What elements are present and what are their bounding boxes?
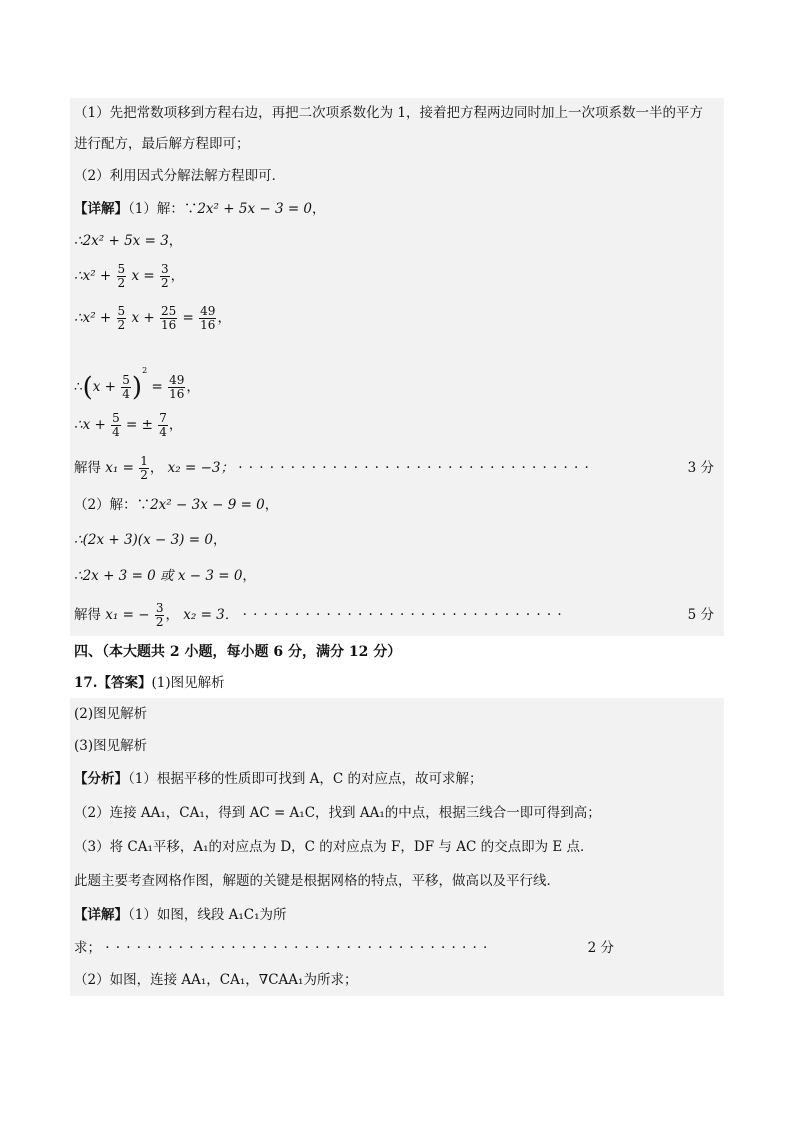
dot-leader: ····································· bbox=[105, 940, 494, 956]
score-label: 3 分 bbox=[687, 460, 714, 476]
analysis-line-1: （1）先把常数项移到方程右边，再把二次项系数化为 1，接着把方程两边同时加上一次项系数一半的平方 bbox=[70, 98, 724, 128]
solution-line: 解得 x₁ = − $\frac{3}{2}$ ， x₂ = 3． ······························· 5 分 bbox=[70, 594, 724, 636]
fraction: $\frac{7}{4}$ bbox=[159, 411, 167, 439]
detail-head-line: 【详解】（1）解：∵2x² + 5x − 3 = 0， bbox=[70, 192, 724, 226]
analysis-line: （2）连接 AA₁，CA₁，得到 AC = A₁C，找到 AA₁的中点，根据三线合一即可得到高； bbox=[70, 796, 724, 830]
equation-line: ∴x² + $\frac{5}{2}$ x + $\frac{25}{16}$ = $\frac{49}{16}$ ， bbox=[70, 296, 724, 340]
equation-line: ∴x + $\frac{5}{4}$ = ± $\frac{7}{4}$ ， bbox=[70, 402, 724, 448]
equation-line: ∴(x + $\frac{5}{4}$ )$^2$ = $\frac{49}{16}$ ， bbox=[70, 340, 724, 402]
equation-line: ∴2x² + 5x = 3， bbox=[70, 226, 724, 256]
fraction: $\frac{5}{2}$ bbox=[117, 304, 126, 332]
fraction: $\frac{5}{4}$ bbox=[122, 373, 130, 401]
fraction: $\frac{49}{16}$ bbox=[200, 304, 216, 332]
equation-line: ∴2x + 3 = 0 或 x − 3 = 0， bbox=[70, 558, 724, 594]
analysis-line: （3）将 CA₁平移，A₁的对应点为 D，C 的对应点为 F，DF 与 AC 的交点即为 E 点． bbox=[70, 830, 724, 864]
detail-line: 求； ····································· 2 分 bbox=[70, 932, 724, 964]
equation: 2x² + 5x − 3 = 0 bbox=[197, 201, 313, 217]
detail-line: （2）如图，连接 AA₁，CA₁，∇CAA₁为所求； bbox=[70, 964, 724, 996]
score-label: 5 分 bbox=[687, 607, 714, 623]
analysis-line: 【分析】（1）根据平移的性质即可找到 A，C 的对应点，故可求解； bbox=[70, 762, 724, 796]
fraction: $\frac{25}{16}$ bbox=[160, 304, 177, 332]
dot-leader: ·································· bbox=[238, 460, 595, 476]
answer-line: (2)图见解析 bbox=[70, 698, 724, 730]
equation-line: ∴x² + $\frac{5}{2}$ x = $\frac{3}{2}$ ， bbox=[70, 256, 724, 296]
fraction: $\frac{5}{2}$ bbox=[117, 262, 126, 290]
detail-line: 【详解】（1）如图，线段 A₁C₁为所 bbox=[70, 898, 724, 932]
equation-line: ∴(2x + 3)(x − 3) = 0， bbox=[70, 522, 724, 558]
score-label: 2 分 bbox=[587, 940, 614, 956]
fraction: $\frac{49}{16}$ bbox=[169, 373, 185, 401]
analysis-line: 此题主要考查网格作图，解题的关键是根据网格的特点，平移，做高以及平行线． bbox=[70, 864, 724, 898]
analysis-line-2: 进行配方，最后解方程即可； bbox=[70, 128, 724, 160]
fraction: $\frac{3}{2}$ bbox=[160, 262, 169, 290]
fraction: $\frac{3}{2}$ bbox=[155, 601, 164, 629]
dot-leader: ······························· bbox=[242, 607, 568, 623]
fraction: $\frac{5}{4}$ bbox=[112, 411, 120, 439]
analysis-line-3: （2）利用因式分解法解方程即可． bbox=[70, 160, 724, 192]
section-title: 四、（本大题共 2 小题，每小题 6 分，满分 12 分） bbox=[74, 644, 402, 660]
solution-line: 解得 x₁ = $\frac{1}{2}$ ， x₂ = −3； ·································· 3 分 bbox=[70, 448, 724, 488]
fraction: $\frac{1}{2}$ bbox=[140, 454, 148, 482]
detail-label: 【详解】 bbox=[74, 201, 128, 217]
answer-line: 17.【答案】(1)图见解析 bbox=[74, 675, 225, 691]
equation-line: （2）解：∵2x² − 3x − 9 = 0， bbox=[70, 488, 724, 522]
answer-line: (3)图见解析 bbox=[70, 730, 724, 762]
